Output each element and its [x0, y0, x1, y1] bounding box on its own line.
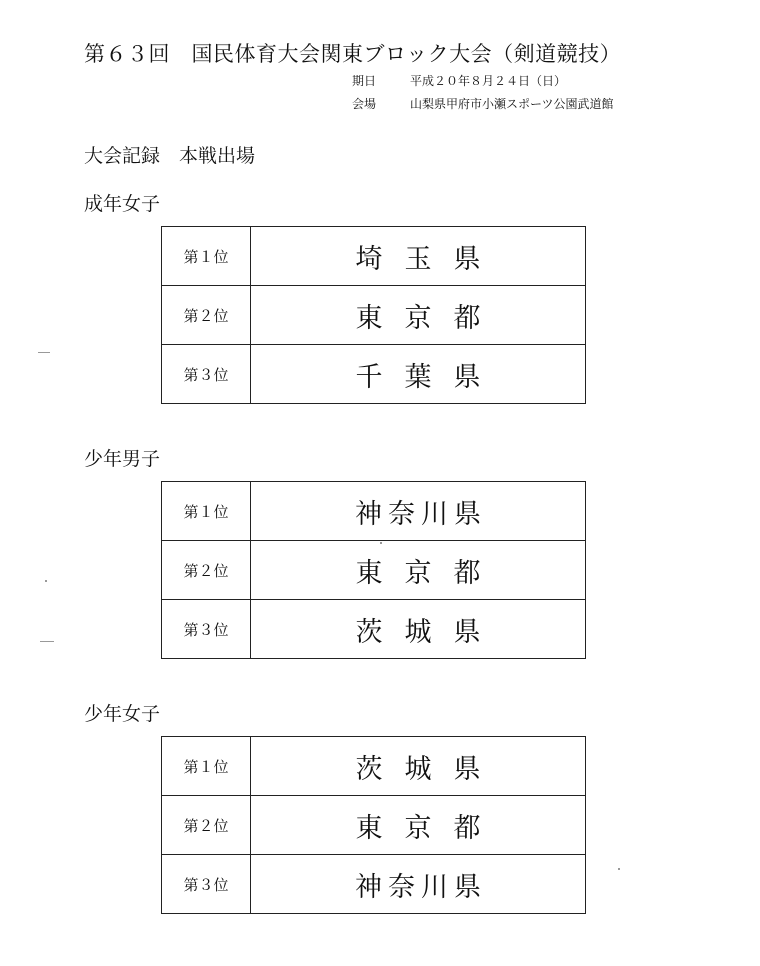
- table-row: [162, 227, 586, 286]
- table-row: [162, 855, 586, 914]
- rank-cell: 第３位: [162, 855, 251, 914]
- table-row: [162, 286, 586, 345]
- rank-cell: 第２位: [162, 541, 251, 600]
- table-row: [162, 737, 586, 796]
- prefecture-cell: 東京都: [251, 796, 586, 855]
- scan-dot: [380, 542, 382, 544]
- rank-cell: 第３位: [162, 600, 251, 659]
- rank-cell: 第３位: [162, 345, 251, 404]
- scan-mark: [38, 352, 50, 353]
- prefecture-cell: 神奈川県: [251, 855, 586, 914]
- results-table-adult-women: [161, 226, 586, 404]
- table-row: [162, 600, 586, 659]
- event-date: [352, 72, 566, 89]
- prefecture-cell: 千葉県: [251, 345, 586, 404]
- results-table-youth-men: [161, 481, 586, 659]
- scan-dot: [618, 868, 620, 870]
- rank-cell: 第１位: [162, 227, 251, 286]
- prefecture-cell: 茨城県: [251, 737, 586, 796]
- table-row: [162, 345, 586, 404]
- table-row: [162, 482, 586, 541]
- table-row: [162, 541, 586, 600]
- document-title: 第６３回 国民体育大会関東ブロック大会（剣道競技）: [84, 42, 622, 66]
- record-heading: 大会記録 本戦出場: [84, 145, 256, 167]
- prefecture-cell: 神奈川県: [251, 482, 586, 541]
- rank-cell: 第１位: [162, 482, 251, 541]
- results-table-youth-women: [161, 736, 586, 914]
- prefecture-cell: 埼玉県: [251, 227, 586, 286]
- rank-cell: 第２位: [162, 796, 251, 855]
- scan-mark: [40, 641, 54, 642]
- date-value: 平成２０年８月２４日（日）: [410, 74, 567, 88]
- date-label: 期日: [352, 74, 377, 88]
- table-row: [162, 796, 586, 855]
- scan-dot: [45, 580, 47, 582]
- category-title-adult-women: 成年女子: [84, 193, 161, 215]
- category-title-youth-men: 少年男子: [84, 448, 161, 470]
- prefecture-cell: 東京都: [251, 541, 586, 600]
- prefecture-cell: 茨城県: [251, 600, 586, 659]
- rank-cell: 第１位: [162, 737, 251, 796]
- category-title-youth-women: 少年女子: [84, 703, 161, 725]
- venue-value: 山梨県甲府市小瀬スポーツ公園武道館: [410, 97, 614, 111]
- prefecture-cell: 東京都: [251, 286, 586, 345]
- venue-label: 会場: [352, 97, 377, 111]
- rank-cell: 第２位: [162, 286, 251, 345]
- event-venue: [352, 95, 614, 112]
